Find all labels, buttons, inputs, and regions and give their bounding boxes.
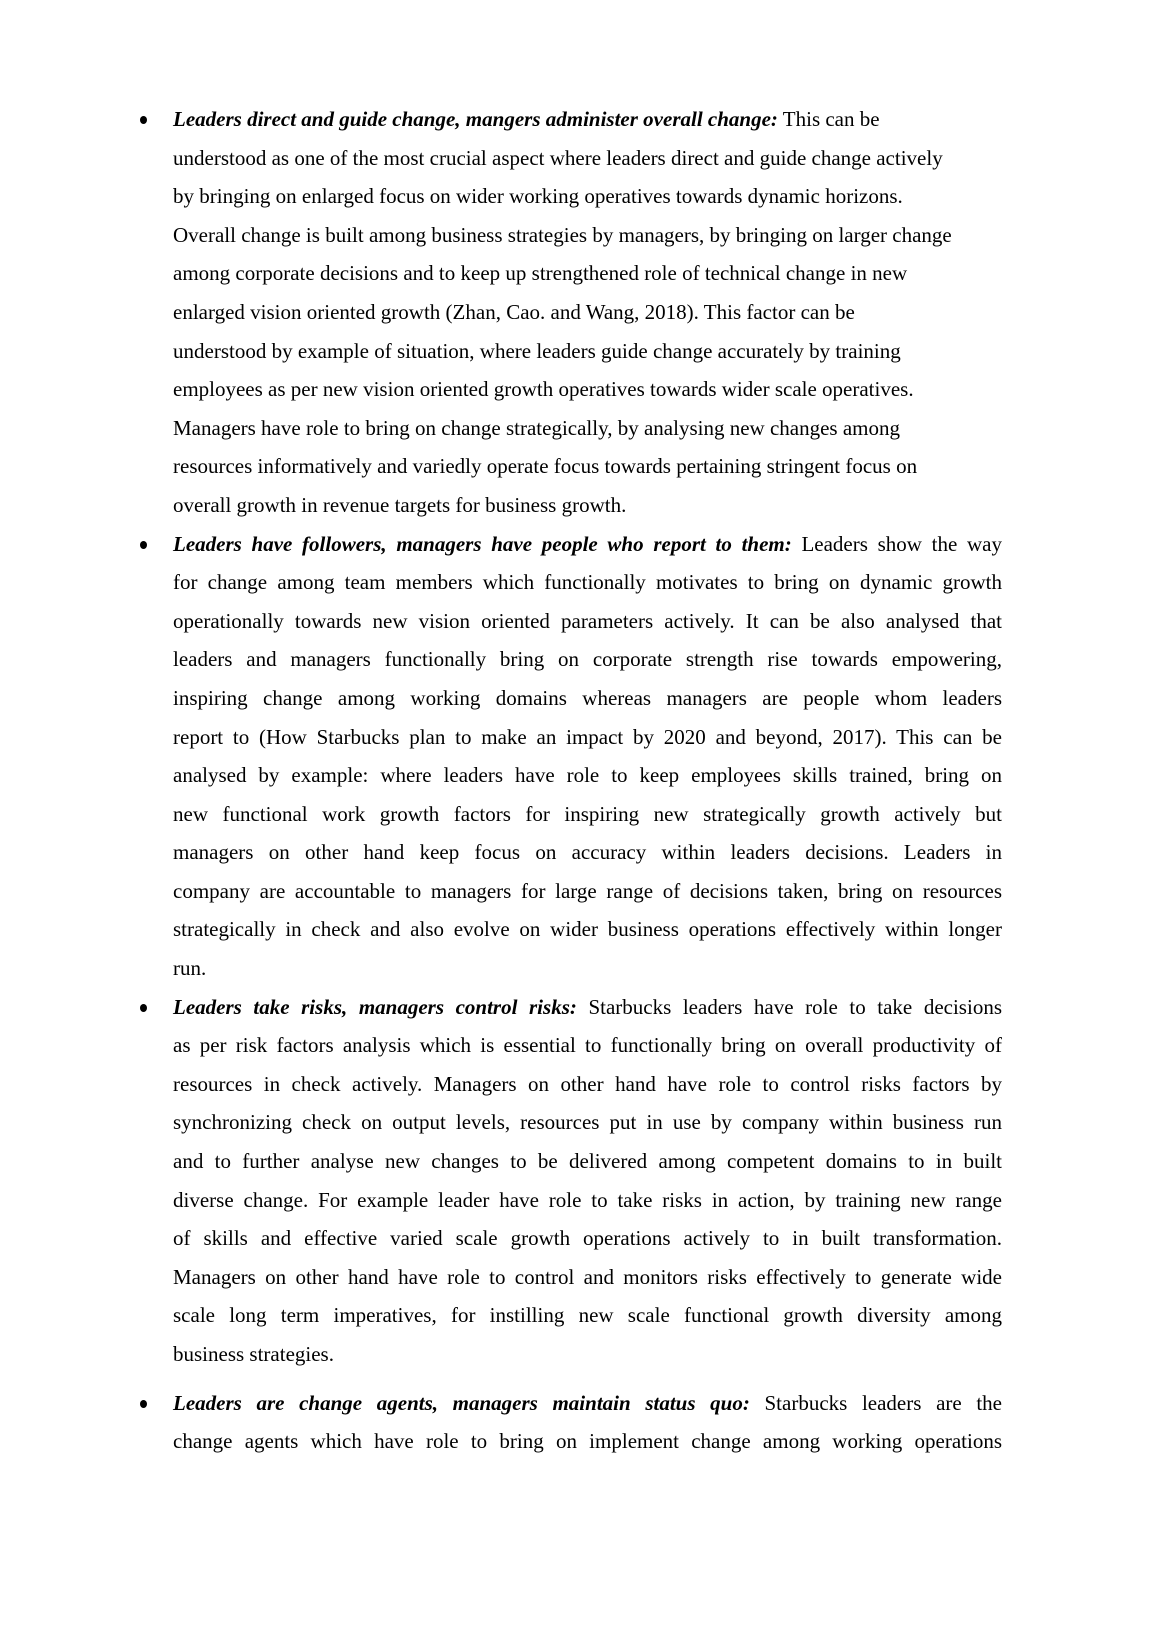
text-line	[173, 718, 1002, 757]
bullet-icon	[140, 1400, 147, 1408]
text-line	[173, 795, 1002, 834]
bullet-item	[0, 525, 1158, 988]
body-text: of skills and effective varied scale growth operations actively to in built transformation.	[173, 1226, 1002, 1251]
bullet-heading: Leaders take risks, managers control risks:	[173, 994, 577, 1019]
bullet-icon	[140, 541, 147, 549]
body-text: by bringing on enlarged focus on wider working operatives towards dynamic horizons.	[173, 184, 903, 209]
bullet-item	[0, 988, 1158, 1374]
bullet-icon	[140, 1004, 147, 1012]
text-line	[173, 1422, 1002, 1461]
text-line	[173, 756, 1002, 795]
text-line	[173, 872, 1002, 911]
bullet-heading: Leaders direct and guide change, mangers administer overall change:	[173, 107, 778, 131]
text-line	[173, 100, 1002, 139]
text-line	[173, 332, 1002, 371]
text-line	[173, 486, 1002, 525]
text-line	[173, 370, 1002, 409]
body-text: understood by example of situation, where leaders guide change accurately by training	[173, 338, 901, 363]
bullet-icon	[140, 116, 147, 124]
body-text: resources informatively and variedly operate focus towards pertaining stringent focus on	[173, 454, 918, 479]
text-line	[173, 1219, 1002, 1258]
body-text: Managers have role to bring on change strategically, by analysing new changes among	[173, 415, 900, 440]
body-text: run.	[173, 956, 207, 981]
text-line	[173, 1103, 1002, 1142]
text-line	[173, 1258, 1002, 1297]
body-text: diverse change. For example leader have role to take risks in action, by training new range	[173, 1187, 1002, 1212]
text-line	[173, 409, 1002, 448]
text-line	[173, 525, 1002, 564]
text-line	[173, 679, 1002, 718]
body-text: for change among team members which functionally motivates to bring on dynamic growth	[173, 570, 1002, 595]
body-text: change agents which have role to bring on implement change among working operations	[173, 1429, 1002, 1454]
body-text: and to further analyse new changes to be delivered among competent domains to in built	[173, 1149, 1002, 1174]
body-text: employees as per new vision oriented growth operatives towards wider scale operatives.	[173, 377, 914, 402]
text-line	[173, 1065, 1002, 1104]
body-text: Managers on other hand have role to control and monitors risks effectively to generate wide	[173, 1264, 1002, 1289]
text-line	[173, 447, 1002, 486]
body-text: new functional work growth factors for inspiring new strategically growth actively but	[173, 801, 1002, 826]
body-text: analysed by example: where leaders have role to keep employees skills trained, bring on	[173, 763, 1002, 788]
body-text: as per risk factors analysis which is essential to functionally bring on overall productivity of	[173, 1033, 1002, 1058]
body-text: Starbucks leaders are the	[749, 1390, 1003, 1415]
body-text: leaders and managers functionally bring on corporate strength rise towards empowering,	[173, 647, 1002, 672]
text-line	[173, 177, 1002, 216]
body-text: managers on other hand keep focus on accuracy within leaders decisions. Leaders in	[173, 840, 1002, 865]
text-line	[173, 910, 1002, 949]
body-text: Starbucks leaders have role to take decisions	[576, 994, 1002, 1019]
document-page	[0, 100, 1158, 1461]
text-line	[173, 139, 1002, 178]
body-text: strategically in check and also evolve on wider business operations effectively within longer	[173, 917, 1002, 942]
bullet-item	[0, 100, 1158, 525]
bullet-heading: Leaders are change agents, managers maintain status quo:	[173, 1390, 750, 1415]
text-line	[173, 1181, 1002, 1220]
body-text: company are accountable to managers for large range of decisions taken, bring on resources	[173, 878, 1002, 903]
body-text: synchronizing check on output levels, resources put in use by company within business run	[173, 1110, 1002, 1135]
text-line	[173, 1142, 1002, 1181]
body-text: Overall change is built among business strategies by managers, by bringing on larger change	[173, 222, 952, 247]
text-line	[173, 216, 1002, 255]
body-text: report to (How Starbucks plan to make an impact by 2020 and beyond, 2017). This can be	[173, 724, 1002, 749]
text-line	[173, 254, 1002, 293]
text-line	[173, 1384, 1002, 1423]
text-line	[173, 949, 1002, 988]
text-line	[173, 1296, 1002, 1335]
text-line	[173, 988, 1002, 1027]
bullet-heading: Leaders have followers, managers have people who report to them:	[173, 531, 792, 556]
body-text: resources in check actively. Managers on other hand have role to control risks factors by	[173, 1071, 1002, 1096]
body-text: Leaders show the way	[791, 531, 1002, 556]
body-text: operationally towards new vision oriented parameters actively. It can be also analysed that	[173, 608, 1002, 633]
text-line	[173, 640, 1002, 679]
body-text: among corporate decisions and to keep up strengthened role of technical change in new	[173, 261, 908, 286]
text-line	[173, 293, 1002, 332]
body-text: This can be	[777, 107, 880, 131]
bullet-item	[0, 1384, 1158, 1461]
body-text: scale long term imperatives, for instilling new scale functional growth diversity among	[173, 1303, 1002, 1328]
text-line	[173, 1335, 1002, 1374]
body-text: overall growth in revenue targets for business growth.	[173, 492, 627, 517]
body-text: understood as one of the most crucial aspect where leaders direct and guide change actively	[173, 145, 943, 170]
text-line	[173, 833, 1002, 872]
body-text: inspiring change among working domains whereas managers are people whom leaders	[173, 685, 1002, 710]
text-line	[173, 602, 1002, 641]
text-line	[173, 563, 1002, 602]
body-text: enlarged vision oriented growth (Zhan, Cao. and Wang, 2018). This factor can be	[173, 299, 855, 324]
text-line	[173, 1026, 1002, 1065]
body-text: business strategies.	[173, 1342, 334, 1366]
